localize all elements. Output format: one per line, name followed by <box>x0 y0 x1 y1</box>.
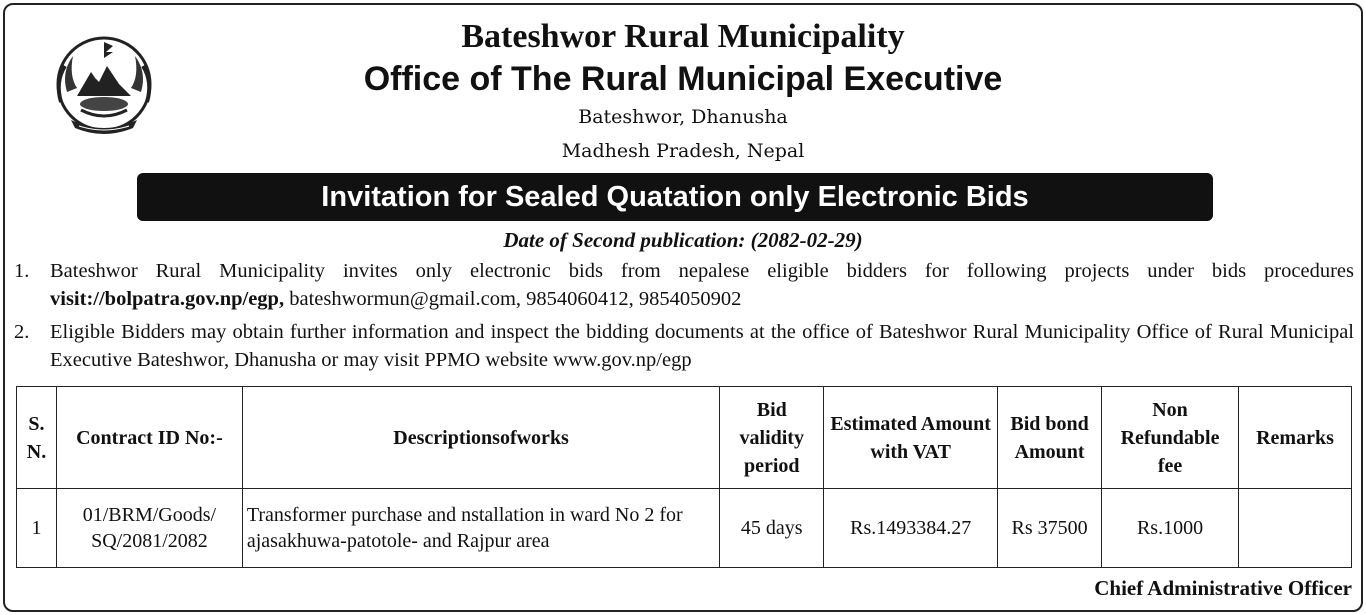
cell-validity: 45 days <box>720 489 824 568</box>
paragraph-2 <box>14 318 1354 374</box>
col-header-contract-id: Contract ID No:- <box>56 387 242 489</box>
paragraph-text: Eligible Bidders may obtain further information and inspect the bidding documents at the office of Bateshwor Rural Municipality Office of Rural Municipal Executive Bateshwor, Dhanusha or may visit PPMO website www.gov.np/egp <box>50 321 1354 371</box>
col-header-remarks: Remarks <box>1239 387 1352 489</box>
col-header-fee: Non Refundable fee <box>1102 387 1239 489</box>
bids-table <box>16 386 1352 568</box>
cell-description: Transformer purchase and nstallation in ward No 2 for ajasakhuwa-patotole- and Rajpur area <box>242 489 719 568</box>
paragraph-1 <box>14 257 1354 313</box>
office-name: Office of The Rural Municipal Executive <box>363 60 1003 98</box>
col-header-bid-bond: Bid bond Amount <box>998 387 1102 489</box>
cell-fee: Rs.1000 <box>1102 489 1239 568</box>
address-line-2: Madhesh Pradesh, Nepal <box>561 140 805 162</box>
publication-date: Date of Second publication: (2082-02-29) <box>503 228 863 252</box>
col-header-estimated-amount: Estimated Amount with VAT <box>824 387 998 489</box>
paragraph-number: 2. <box>14 321 30 343</box>
cell-estimated-amount: Rs.1493384.27 <box>824 489 998 568</box>
col-header-sn: S. N. <box>17 387 57 489</box>
notice-title-banner: Invitation for Sealed Quatation only Electronic Bids <box>137 173 1213 221</box>
egp-link[interactable]: visit://bolpatra.gov.np/egp, <box>50 288 285 310</box>
signature-title: Chief Administrative Officer <box>1094 576 1352 600</box>
table-row <box>17 489 1352 568</box>
cell-bid-bond: Rs 37500 <box>998 489 1102 568</box>
col-header-description: Descriptionsofworks <box>242 387 719 489</box>
cell-contract-id: 01/BRM/Goods/ SQ/2081/2082 <box>56 489 242 568</box>
municipality-name: Bateshwor Rural Municipality <box>461 18 905 55</box>
table-header-row <box>17 387 1352 489</box>
cell-sn: 1 <box>17 489 57 568</box>
cell-remarks <box>1239 489 1352 568</box>
col-header-validity: Bid validity period <box>720 387 824 489</box>
contact-details: bateshwormun@gmail.com, 9854060412, 9854050902 <box>284 288 742 310</box>
paragraph-number: 1. <box>14 260 30 282</box>
paragraph-text: Bateshwor Rural Municipality invites only electronic bids from nepalese eligible bidders for following projects under bids procedures <box>50 260 1354 282</box>
address-line-1: Bateshwor, Dhanusha <box>578 106 788 128</box>
